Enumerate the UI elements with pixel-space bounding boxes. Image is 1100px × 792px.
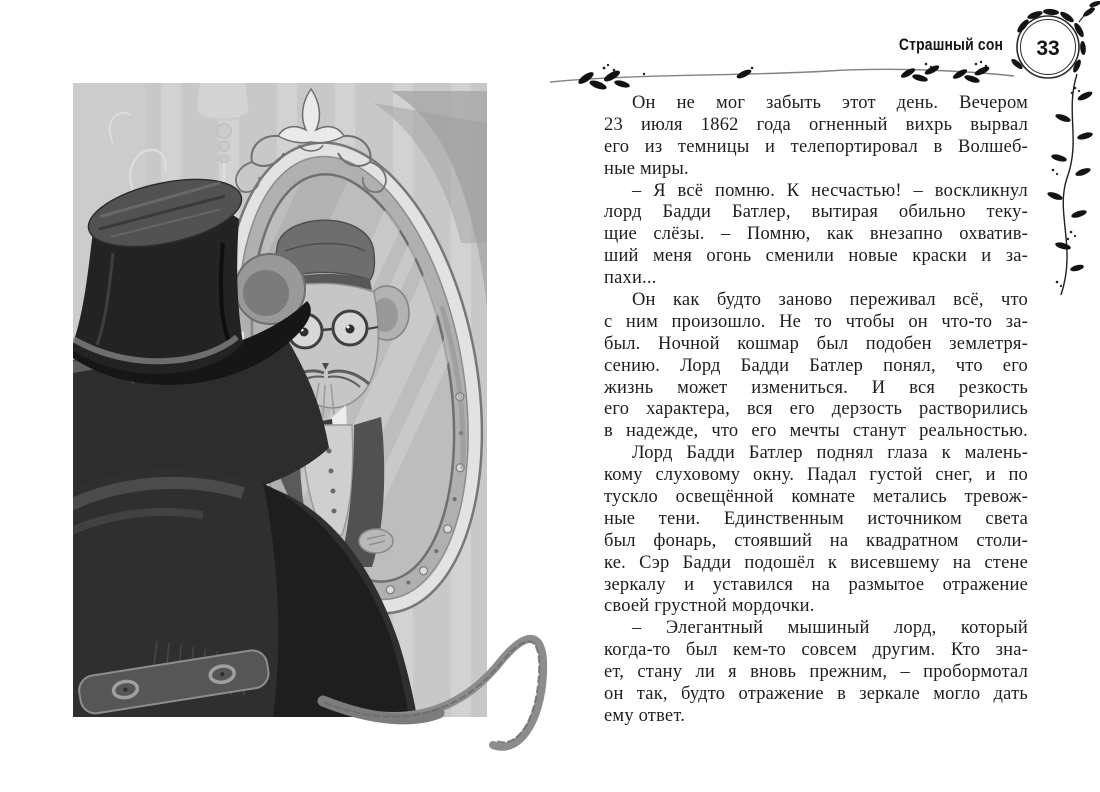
paragraph: [604, 290, 1028, 443]
book-illustration: [73, 83, 573, 792]
paragraph: [604, 93, 1028, 181]
text-line: пахи...: [604, 268, 657, 289]
body-text: [604, 93, 1028, 728]
vine-stem: [1061, 74, 1077, 295]
text-line: Лорд Бадди Батлер поднял глаза к малень-: [632, 443, 1028, 464]
text-line: его из темницы и телепортировал в Волшеб-: [604, 136, 1028, 157]
text-line: – Я всё помню. К несчастью! – воскликнул: [632, 180, 1028, 201]
text-line: был фонарь, стоявший на квадратном столи-: [604, 530, 1028, 551]
text-line: ет, стану ли я вновь прежним, – пробормотал: [604, 662, 1028, 683]
text-line: его характера, вся его дерзость растворились: [604, 399, 1028, 420]
vine-leaves: [1046, 90, 1093, 273]
divider-ornament: [548, 52, 1018, 96]
text-line: с ним произошло. Не то чтобы он что-то за-: [604, 311, 1028, 332]
text-line: своей грустной мордочки.: [604, 596, 815, 617]
text-line: в надежде, что его мечты станут реальностью.: [604, 421, 1028, 442]
text-line: ему ответ.: [604, 705, 686, 726]
text-line: ший меня огонь сменили новые краски и за-: [604, 246, 1028, 267]
text-line: был. Ночной кошмар был подобен землетря-: [604, 333, 1028, 354]
text-line: ные тени. Единственным источником света: [604, 508, 1028, 529]
text-line: ке. Сэр Бадди подошёл к висевшему на стене: [604, 552, 1028, 573]
text-line: Он не мог забыть этот день. Вечером: [632, 93, 1028, 113]
chapter-title: Страшный сон: [898, 35, 1003, 54]
text-line: он так, будто отражение в зеркале могло дать: [604, 684, 1028, 705]
text-line: 23 июля 1862 года огненный вихрь вырвал: [604, 114, 1028, 135]
text-line: когда-то был кем-то совсем другим. Кто зна-: [604, 640, 1028, 661]
text-line: жизнь может измениться. И вся резкость: [604, 377, 1028, 398]
reflection-paw: [359, 529, 393, 553]
text-line: зеркалу и уставился на размытое отражение: [604, 574, 1028, 595]
text-line: лорд Бадди Батлер, вытирая обильно теку-: [604, 202, 1028, 223]
text-line: тускло освещённой комнате метались тревож-: [604, 487, 1028, 508]
text-line: сению. Лорд Бадди Батлер понял, что его: [604, 355, 1028, 376]
page-number: 33: [1036, 37, 1060, 60]
paragraph: [604, 181, 1028, 290]
paragraph: [604, 443, 1028, 618]
text-line: кому слуховому окну. Падал густой снег, и по: [604, 465, 1028, 486]
mouse-mirror-illustration-svg: [73, 83, 573, 792]
text-line: Он как будто заново переживал всё, что: [632, 290, 1028, 311]
text-line: щие слёзы. – Помню, как внезапно охватив-: [604, 224, 1028, 245]
text-line: ные миры.: [604, 158, 689, 179]
text-line: – Элегантный мышиный лорд, который: [632, 618, 1028, 639]
paragraph: [604, 618, 1028, 727]
